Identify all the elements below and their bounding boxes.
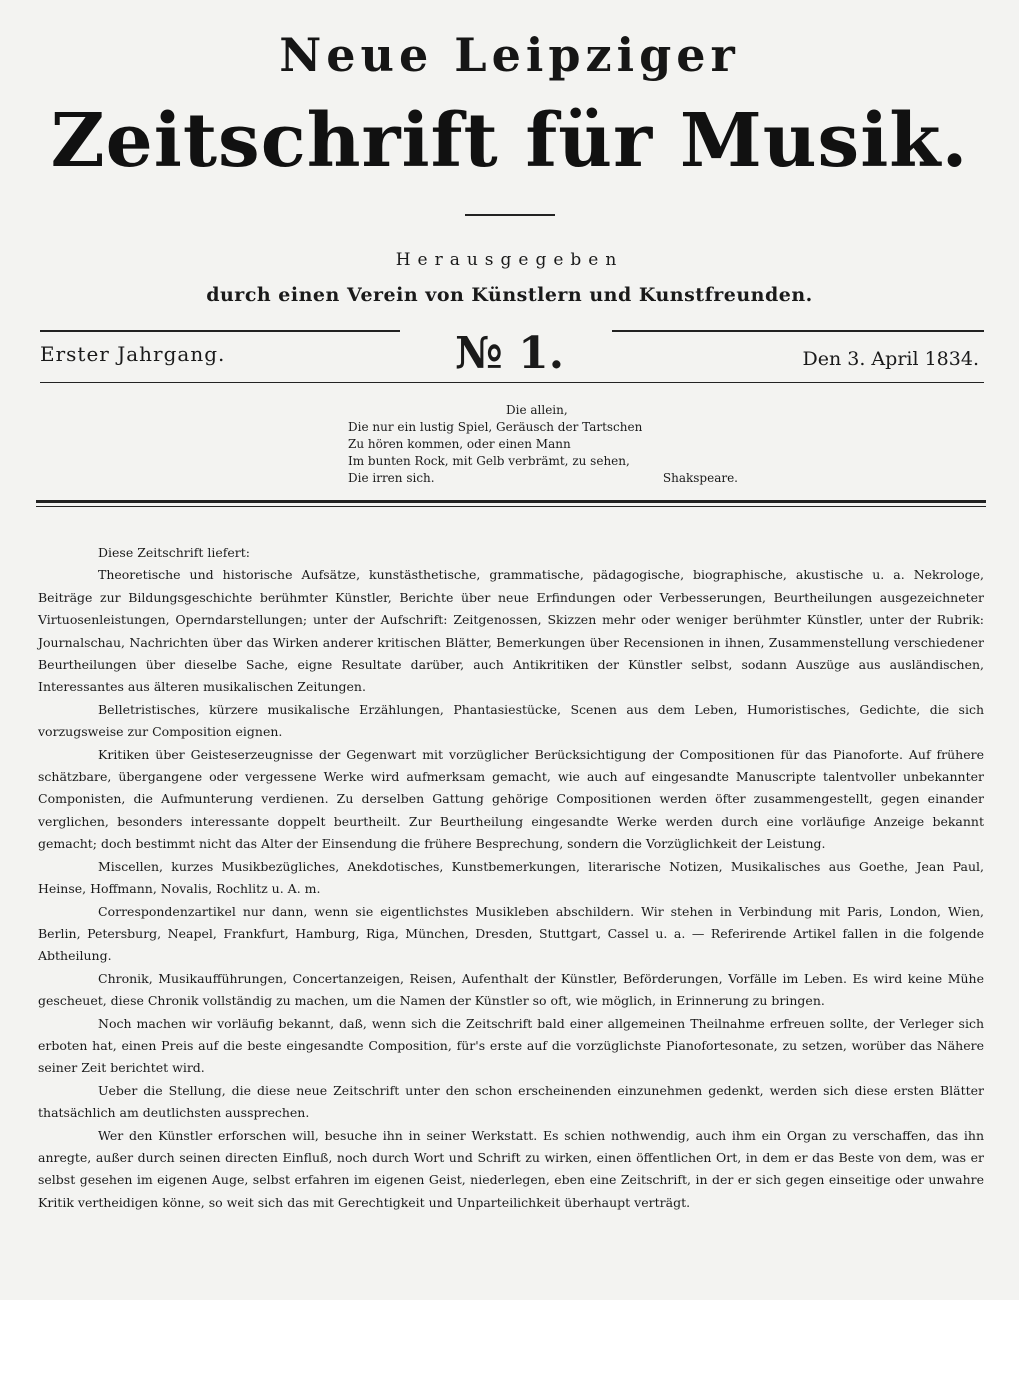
herausgegeben-label: Herausgegeben	[395, 250, 624, 270]
article-paragraph: Chronik, Musikaufführungen, Concertanzeigen, Reisen, Aufenthalt der Künstler, Beförderungen, Vorfälle im Leben. Es wird keine Mühe gescheuet, diese Chronik vollständig zu machen, um die Namen der Künstler so oft, wie möglich, in Erinnerung zu bringen.	[38, 970, 984, 1009]
motto-line: Die irren sich.	[348, 471, 435, 485]
article-paragraph: Belletristisches, kürzere musikalische Erzählungen, Phantasiestücke, Scenen aus dem Leben, Humoristisches, Gedichte, die sich vorzugsweise zur Composition eignen.	[38, 701, 984, 740]
masthead-rule-bottom	[40, 382, 984, 383]
motto-line: Im bunten Rock, mit Gelb verbrämt, zu sehen,	[348, 454, 630, 468]
motto-line: Die nur ein lustig Spiel, Geräusch der Tartschen	[348, 420, 643, 434]
motto-line: Zu hören kommen, oder einen Mann	[348, 437, 571, 451]
bottom-margin	[0, 1300, 1019, 1390]
issue-number: № 1.	[455, 328, 565, 379]
publisher-line: durch einen Verein von Künstlern und Kunstfreunden.	[206, 284, 813, 306]
volume-label: Erster Jahrgang.	[40, 342, 226, 366]
article-paragraph: Noch machen wir vorläufig bekannt, daß, wenn sich die Zeitschrift bald einer allgemeinen Theilnahme erfreuen sollte, der Verleger sich erboten hat, einen Preis auf die beste eingesandte Composition, für's erste auf die vorzüglichste Pianofortesonate, zu setzen, worüber das Nähere seiner Zeit berichtet wird.	[38, 1015, 984, 1076]
issue-date: Den 3. April 1834.	[802, 348, 979, 370]
title-line-1: Neue Leipziger	[279, 28, 740, 82]
motto-line-last	[348, 470, 738, 487]
motto-line: Die allein,	[506, 403, 568, 417]
title-underline	[465, 214, 555, 216]
article-paragraph: Wer den Künstler erforschen will, besuche ihn in seiner Werkstatt. Es schien nothwendig, auch ihm ein Organ zu verschaffen, das ihn anregte, außer durch seinen directen Einfluß, noch durch Wort und Schrift zu wirken, einen öffentlichen Ort, in dem er das Beste von dem, was er selbst gesehen im eigenen Auge, selbst erfahren im eigenen Geist, niederlegen, eben eine Zeitschrift, in der er sich gegen einseitige oder unwahre Kritik vertheidigen könne, so weit sich das mit Gerechtigkeit und Unparteilichkeit überhaupt verträgt.	[38, 1127, 984, 1210]
section-rule-thin	[36, 506, 986, 507]
motto	[348, 402, 738, 487]
article-paragraph: Correspondenzartikel nur dann, wenn sie eigentlichstes Musikleben abschildern. Wir stehen in Verbindung mit Paris, London, Wien, Berlin, Petersburg, Neapel, Frankfurt, Hamburg, Riga, München, Dresden, Stuttgart, Cassel u. a. — Referirende Artikel fallen in die folgende Abtheilung.	[38, 903, 984, 964]
article-paragraph: Kritiken über Geisteserzeugnisse der Gegenwart mit vorzüglicher Berücksichtigung der Compositionen für das Pianoforte. Auf frühere schätzbare, übergangene oder vergessene Werke wird aufmerksam gemacht, wie auch auf eingesandte Manuscripte talentvoller unbekannter Componisten, die Aufmunterung verdienen. Zu derselben Gattung gehörige Compositionen werden öfter zusammengestellt, gegen einander verglichen, besonders interessante doppelt beurtheilt. Zur Beurtheilung eingesandte Werke werden durch eine vorläufige Anzeige bekannt gemacht; doch bestimmt nicht das Alter der Einsendung die frühere Besprechung, sondern die Vorzüglichkeit der Leistung.	[38, 746, 984, 852]
article-paragraph: Ueber die Stellung, die diese neue Zeitschrift unter den schon erscheinenden einzunehmen gedenkt, werden sich diese ersten Blätter thatsächlich am deutlichsten aussprechen.	[38, 1082, 984, 1121]
article-paragraph: Miscellen, kurzes Musikbezügliches, Anekdotisches, Kunstbemerkungen, literarische Notizen, Musikalisches aus Goethe, Jean Paul, Heinse, Hoffmann, Novalis, Rochlitz u. A. m.	[38, 858, 984, 897]
section-rule-thick	[36, 500, 986, 503]
motto-attribution: Shakspeare.	[662, 471, 738, 485]
article-intro: Diese Zeitschrift liefert:	[98, 545, 250, 560]
article-body	[38, 542, 984, 1214]
masthead-rule-right-top	[612, 330, 984, 332]
title-line-2: Zeitschrift für Musik.	[50, 98, 969, 184]
article-paragraph: Theoretische und historische Aufsätze, kunstästhetische, grammatische, pädagogische, biographische, akustische u. a. Nekrologe, Beiträge zur Bildungsgeschichte berühmter Künstler, Berichte über neue Erfindungen oder Verbesserungen, Beurtheilungen ausgezeichneter Virtuosenleistungen, Operndarstellungen; unter der Aufschrift: Zeitgenossen, Skizzen mehr oder weniger berühmter Künstler, unter der Rubrik: Journalschau, Nachrichten über das Wirken anderer kritischen Blätter, Bemerkungen über Recensionen in ihnen, Zusammenstellung verschiedener Beurtheilungen über dieselbe Sache, eigne Resultate darüber, auch Antikritiken der Künstler selbst, sodann Auszüge aus ausländischen, Interessantes aus älteren musikalischen Zeitungen.	[38, 567, 984, 695]
masthead-rule-left-top	[40, 330, 400, 332]
